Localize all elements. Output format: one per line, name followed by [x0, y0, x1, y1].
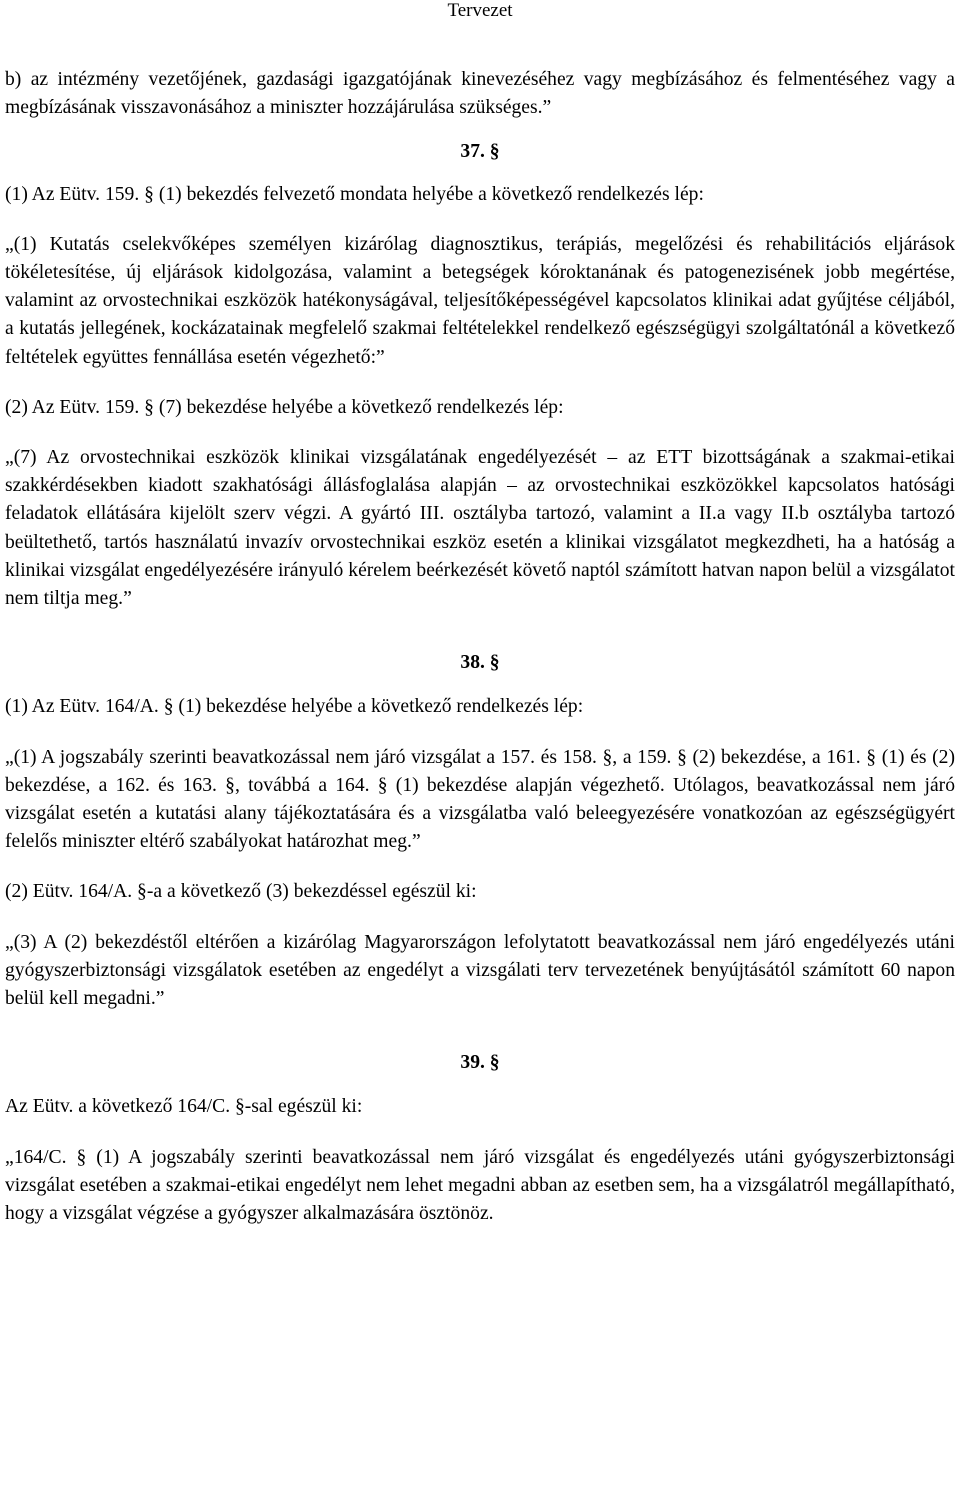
paragraph-39-quote: „164/C. § (1) A jogszabály szerinti beavatkozással nem járó vizsgálat és engedélyezés utáni gyógyszerbiztonsági vizsgálat esetében a szakmai-etikai engedélyt nem lehet megadni abban az esetben sem, ha a vizsgálatról megállapítható, hogy a vizsgálat végzése a gyógyszer alkalmazására ösztönöz. — [5, 1146, 955, 1225]
paragraph-37-2-intro: (2) Az Eütv. 159. § (7) bekezdése helyébe a következő rendelkezés lép: — [5, 396, 564, 418]
draft-header: Tervezet — [447, 0, 513, 21]
paragraph-37-2-quote: „(7) Az orvostechnikai eszközök klinikai vizsgálatának engedélyezését – az ETT bizottságának a szakmai-etikai szakkérdésekben kiadott szakhatósági állásfoglalása alapján – az orvostechnikai eszközökkel kapcsolatos hatósági feladatok ellátására kijelölt szerv végzi. A gyártó III. osztályba tartozó, valamint a II.a vagy II.b osztályba tartozó beültethető, tartós használatú invazív orvostechnikai eszköz esetén a klinikai vizsgálatot megkezdheti, ha a hatóság a klinikai vizsgálat engedélyezésére irányuló kérelem beérkezését követő naptól számított hatvan napon belül a vizsgálatot nem tiltja meg.” — [5, 447, 955, 610]
paragraph-38-2-intro: (2) Eütv. 164/A. §-a a következő (3) bekezdéssel egészül ki: — [5, 881, 477, 903]
paragraph-38-1-intro: (1) Az Eütv. 164/A. § (1) bekezdése helyébe a következő rendelkezés lép: — [5, 696, 584, 718]
section-heading-37: 37. § — [460, 141, 500, 163]
paragraph-38-1-quote: „(1) A jogszabály szerinti beavatkozással nem járó vizsgálat a 157. és 158. §, a 159. § (2) bekezdése, a 161. § (1) és (2) bekezdése, a 162. és 163. §, továbbá a 164. § (1) bekezdése alapján végezhető. Utólagos, beavatkozással nem járó vizsgálat esetén a kutatási alany tájékoztatására és a vizsgálatba való beleegyezésére vonatkozóan az egészségügyért felelős miniszter eltérő szabályokat határozhat meg.” — [5, 746, 955, 853]
document-page — [5, 0, 955, 1228]
section-heading-39: 39. § — [460, 1052, 500, 1074]
paragraph-37-1-quote: „(1) Kutatás cselekvőképes személyen kizárólag diagnosztikus, terápiás, megelőzési és rehabilitációs eljárások tökéletesítése, új eljárások kidolgozása, valamint a betegségek kóroktanának és patogenezisének jobb megértése, valamint az orvostechnikai eszközök hatékonyságával, teljesítőképességével kapcsolatos klinikai adat gyűjtése céljából, a kutatás jellegének, kockázatainak megfelelő szakmai feltételekkel rendelkező egészségügyi szolgáltatónál a következő feltételek együttes fennállása esetén végezhető:” — [5, 233, 955, 368]
section-heading-38: 38. § — [460, 652, 500, 674]
paragraph-39-intro: Az Eütv. a következő 164/C. §-sal egészül ki: — [5, 1096, 363, 1118]
paragraph-37-1-intro: (1) Az Eütv. 159. § (1) bekezdés felvezető mondata helyébe a következő rendelkezés lép: — [5, 183, 704, 205]
paragraph-b-approval: b) az intézmény vezetőjének, gazdasági igazgatójának kinevezéséhez vagy megbízásához és felmentéséhez vagy a megbízásának visszavonásához a miniszter hozzájárulása szükséges.” — [5, 69, 955, 119]
paragraph-38-2-quote: „(3) A (2) bekezdéstől eltérően a kizárólag Magyarországon lefolytatott beavatkozással nem járó engedélyezés utáni gyógyszerbiztonsági vizsgálatok esetében az engedélyt a vizsgálati terv tervezetének benyújtásától számított 60 napon belül kell megadni.” — [5, 931, 955, 1010]
